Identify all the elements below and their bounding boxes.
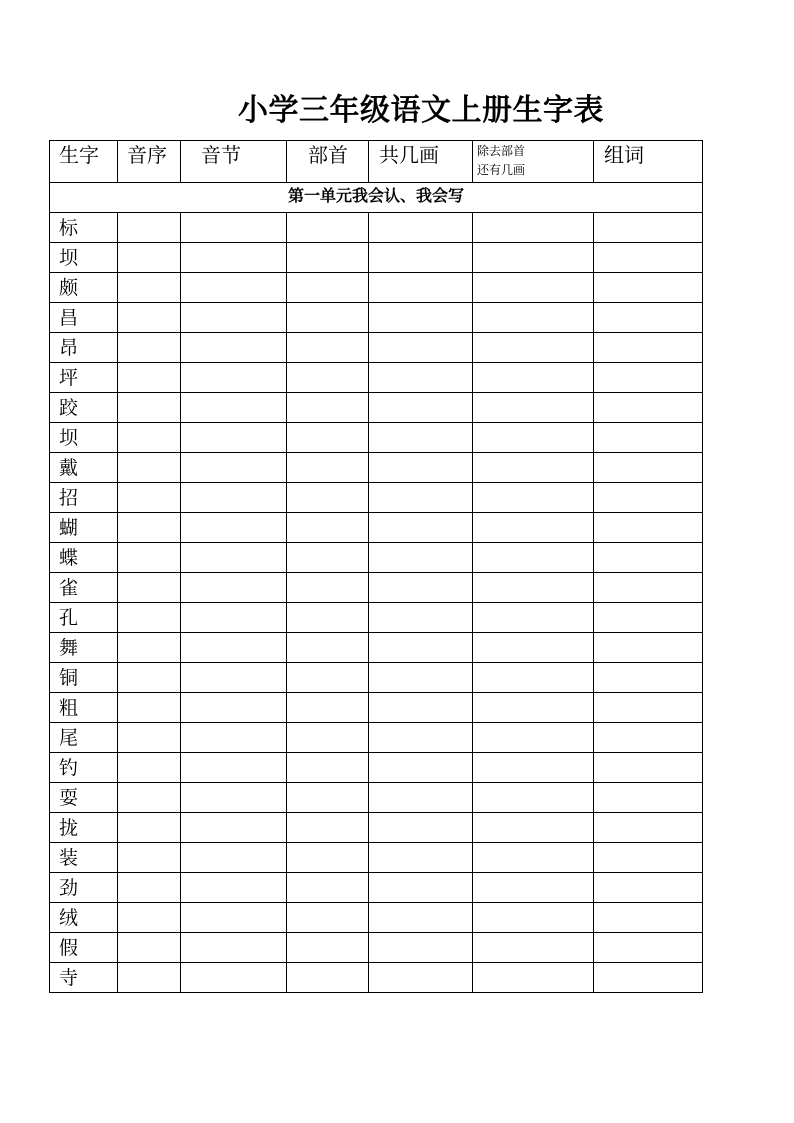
character-cell: 坪	[50, 363, 118, 393]
character-cell: 耍	[50, 783, 118, 813]
blank-cell[interactable]	[473, 573, 594, 603]
blank-cell[interactable]	[594, 903, 703, 933]
page-title: 小学三年级语文上册生字表	[238, 93, 604, 128]
blank-cell[interactable]	[473, 693, 594, 723]
blank-cell[interactable]	[287, 483, 369, 513]
blank-cell[interactable]	[369, 783, 473, 813]
blank-cell[interactable]	[118, 723, 181, 753]
blank-cell[interactable]	[287, 573, 369, 603]
blank-cell[interactable]	[473, 273, 594, 303]
character-cell: 雀	[50, 573, 118, 603]
character-cell: 假	[50, 933, 118, 963]
blank-cell[interactable]	[594, 273, 703, 303]
header-shengzi: 生字	[59, 143, 99, 167]
table-row	[50, 393, 703, 423]
blank-cell[interactable]	[473, 513, 594, 543]
blank-cell[interactable]	[473, 363, 594, 393]
blank-cell[interactable]	[118, 573, 181, 603]
blank-cell[interactable]	[473, 723, 594, 753]
header-row	[50, 141, 703, 183]
blank-cell[interactable]	[369, 663, 473, 693]
blank-cell[interactable]	[594, 573, 703, 603]
blank-cell[interactable]	[473, 213, 594, 243]
blank-cell[interactable]	[118, 753, 181, 783]
header-cell-yinxu	[118, 141, 181, 183]
blank-cell[interactable]	[181, 843, 287, 873]
blank-cell[interactable]	[287, 693, 369, 723]
blank-cell[interactable]	[287, 543, 369, 573]
character-cell: 昌	[50, 303, 118, 333]
blank-cell[interactable]	[473, 423, 594, 453]
table-row	[50, 423, 703, 453]
blank-cell[interactable]	[473, 483, 594, 513]
character-cell: 坝	[50, 423, 118, 453]
blank-cell[interactable]	[369, 933, 473, 963]
table-row	[50, 453, 703, 483]
blank-cell[interactable]	[369, 873, 473, 903]
blank-cell[interactable]	[287, 873, 369, 903]
blank-cell[interactable]	[181, 363, 287, 393]
header-bushou: 部首	[308, 143, 348, 167]
blank-cell[interactable]	[594, 813, 703, 843]
table-row	[50, 843, 703, 873]
blank-cell[interactable]	[369, 963, 473, 993]
blank-cell[interactable]	[287, 453, 369, 483]
blank-cell[interactable]	[369, 213, 473, 243]
blank-cell[interactable]	[594, 633, 703, 663]
table-row	[50, 963, 703, 993]
blank-cell[interactable]	[369, 543, 473, 573]
table-row	[50, 243, 703, 273]
blank-cell[interactable]	[287, 303, 369, 333]
blank-cell[interactable]	[369, 633, 473, 663]
blank-cell[interactable]	[181, 933, 287, 963]
table-row	[50, 513, 703, 543]
blank-cell[interactable]	[181, 423, 287, 453]
blank-cell[interactable]	[287, 633, 369, 663]
table-row	[50, 543, 703, 573]
blank-cell[interactable]	[473, 813, 594, 843]
blank-cell[interactable]	[369, 513, 473, 543]
table-row	[50, 483, 703, 513]
blank-cell[interactable]	[473, 903, 594, 933]
header-yinxu: 音序	[127, 143, 167, 167]
blank-cell[interactable]	[369, 693, 473, 723]
blank-cell[interactable]	[287, 603, 369, 633]
blank-cell[interactable]	[369, 423, 473, 453]
table-row	[50, 333, 703, 363]
blank-cell[interactable]	[369, 903, 473, 933]
blank-cell[interactable]	[181, 513, 287, 543]
blank-cell[interactable]	[473, 663, 594, 693]
blank-cell[interactable]	[473, 453, 594, 483]
blank-cell[interactable]	[287, 723, 369, 753]
blank-cell[interactable]	[118, 813, 181, 843]
blank-cell[interactable]	[118, 873, 181, 903]
blank-cell[interactable]	[181, 873, 287, 903]
header-cell-zuci	[594, 141, 703, 183]
blank-cell[interactable]	[181, 333, 287, 363]
blank-cell[interactable]	[369, 753, 473, 783]
blank-cell[interactable]	[181, 303, 287, 333]
blank-cell[interactable]	[369, 393, 473, 423]
header-yinjie: 音节	[201, 143, 241, 167]
blank-cell[interactable]	[287, 663, 369, 693]
blank-cell[interactable]	[118, 783, 181, 813]
blank-cell[interactable]	[287, 963, 369, 993]
blank-cell[interactable]	[594, 603, 703, 633]
table-row	[50, 363, 703, 393]
blank-cell[interactable]	[181, 783, 287, 813]
table-row	[50, 903, 703, 933]
character-cell: 标	[50, 213, 118, 243]
blank-cell[interactable]	[118, 363, 181, 393]
blank-cell[interactable]	[181, 453, 287, 483]
blank-cell[interactable]	[369, 603, 473, 633]
table-row	[50, 573, 703, 603]
blank-cell[interactable]	[118, 843, 181, 873]
blank-cell[interactable]	[181, 573, 287, 603]
blank-cell[interactable]	[287, 933, 369, 963]
blank-cell[interactable]	[594, 243, 703, 273]
blank-cell[interactable]	[181, 633, 287, 663]
blank-cell[interactable]	[118, 933, 181, 963]
character-cell: 拢	[50, 813, 118, 843]
character-cell: 铜	[50, 663, 118, 693]
blank-cell[interactable]	[594, 843, 703, 873]
blank-cell[interactable]	[369, 573, 473, 603]
blank-cell[interactable]	[594, 543, 703, 573]
blank-cell[interactable]	[118, 483, 181, 513]
character-cell: 孔	[50, 603, 118, 633]
blank-cell[interactable]	[594, 213, 703, 243]
character-cell: 劲	[50, 873, 118, 903]
character-cell: 颇	[50, 273, 118, 303]
blank-cell[interactable]	[594, 693, 703, 723]
blank-cell[interactable]	[473, 393, 594, 423]
blank-cell[interactable]	[181, 903, 287, 933]
blank-cell[interactable]	[594, 663, 703, 693]
blank-cell[interactable]	[118, 543, 181, 573]
header-cell-yinjie	[181, 141, 287, 183]
character-cell: 寺	[50, 963, 118, 993]
blank-cell[interactable]	[473, 333, 594, 363]
blank-cell[interactable]	[594, 873, 703, 903]
blank-cell[interactable]	[287, 843, 369, 873]
blank-cell[interactable]	[181, 603, 287, 633]
blank-cell[interactable]	[118, 963, 181, 993]
blank-cell[interactable]	[473, 243, 594, 273]
blank-cell[interactable]	[118, 333, 181, 363]
blank-cell[interactable]	[473, 933, 594, 963]
blank-cell[interactable]	[369, 813, 473, 843]
table-row	[50, 873, 703, 903]
blank-cell[interactable]	[118, 303, 181, 333]
blank-cell[interactable]	[118, 423, 181, 453]
header-remaining: 除去部首 还有几画	[477, 144, 526, 177]
blank-cell[interactable]	[181, 963, 287, 993]
blank-cell[interactable]	[594, 453, 703, 483]
blank-cell[interactable]	[369, 843, 473, 873]
blank-cell[interactable]	[594, 933, 703, 963]
character-cell: 舞	[50, 633, 118, 663]
table-row	[50, 633, 703, 663]
section-row	[50, 183, 703, 213]
header-zuci: 组词	[604, 143, 644, 167]
blank-cell[interactable]	[287, 513, 369, 543]
character-cell: 戴	[50, 453, 118, 483]
blank-cell[interactable]	[118, 243, 181, 273]
blank-cell[interactable]	[594, 753, 703, 783]
blank-cell[interactable]	[181, 753, 287, 783]
table-row	[50, 303, 703, 333]
blank-cell[interactable]	[181, 663, 287, 693]
header-cell-shengzi	[50, 141, 118, 183]
blank-cell[interactable]	[118, 693, 181, 723]
section-title: 第一单元我会认、我会写	[50, 183, 703, 213]
blank-cell[interactable]	[181, 393, 287, 423]
blank-cell[interactable]	[287, 903, 369, 933]
blank-cell[interactable]	[118, 513, 181, 543]
blank-cell[interactable]	[287, 753, 369, 783]
blank-cell[interactable]	[594, 303, 703, 333]
character-cell: 粗	[50, 693, 118, 723]
blank-cell[interactable]	[369, 303, 473, 333]
blank-cell[interactable]	[181, 693, 287, 723]
blank-cell[interactable]	[118, 903, 181, 933]
blank-cell[interactable]	[118, 633, 181, 663]
character-cell: 坝	[50, 243, 118, 273]
character-cell: 昂	[50, 333, 118, 363]
table-row	[50, 693, 703, 723]
blank-cell[interactable]	[473, 633, 594, 663]
table-row	[50, 933, 703, 963]
character-cell: 蝴	[50, 513, 118, 543]
blank-cell[interactable]	[473, 843, 594, 873]
blank-cell[interactable]	[181, 213, 287, 243]
header-gongjihua: 共几画	[379, 143, 439, 167]
blank-cell[interactable]	[473, 303, 594, 333]
table-row	[50, 273, 703, 303]
blank-cell[interactable]	[287, 273, 369, 303]
blank-cell[interactable]	[594, 723, 703, 753]
blank-cell[interactable]	[181, 243, 287, 273]
blank-cell[interactable]	[369, 723, 473, 753]
blank-cell[interactable]	[594, 423, 703, 453]
blank-cell[interactable]	[594, 783, 703, 813]
blank-cell[interactable]	[287, 783, 369, 813]
blank-cell[interactable]	[594, 333, 703, 363]
character-cell: 尾	[50, 723, 118, 753]
table-row	[50, 723, 703, 753]
blank-cell[interactable]	[594, 963, 703, 993]
blank-cell[interactable]	[118, 393, 181, 423]
blank-cell[interactable]	[118, 273, 181, 303]
blank-cell[interactable]	[369, 243, 473, 273]
blank-cell[interactable]	[287, 393, 369, 423]
blank-cell[interactable]	[287, 363, 369, 393]
blank-cell[interactable]	[473, 963, 594, 993]
blank-cell[interactable]	[594, 483, 703, 513]
vocabulary-table	[49, 140, 703, 993]
blank-cell[interactable]	[369, 333, 473, 363]
character-cell: 蝶	[50, 543, 118, 573]
blank-cell[interactable]	[181, 543, 287, 573]
blank-cell[interactable]	[287, 423, 369, 453]
blank-cell[interactable]	[287, 813, 369, 843]
blank-cell[interactable]	[287, 213, 369, 243]
blank-cell[interactable]	[118, 663, 181, 693]
header-cell-gongjihua	[369, 141, 473, 183]
header-cell-bushou	[287, 141, 369, 183]
blank-cell[interactable]	[118, 603, 181, 633]
blank-cell[interactable]	[181, 483, 287, 513]
character-cell: 招	[50, 483, 118, 513]
blank-cell[interactable]	[473, 753, 594, 783]
table-row	[50, 753, 703, 783]
blank-cell[interactable]	[473, 543, 594, 573]
blank-cell[interactable]	[287, 333, 369, 363]
blank-cell[interactable]	[594, 513, 703, 543]
blank-cell[interactable]	[594, 363, 703, 393]
blank-cell[interactable]	[473, 873, 594, 903]
table-row	[50, 783, 703, 813]
character-cell: 钓	[50, 753, 118, 783]
blank-cell[interactable]	[181, 723, 287, 753]
character-cell: 装	[50, 843, 118, 873]
blank-cell[interactable]	[594, 393, 703, 423]
table-row	[50, 213, 703, 243]
blank-cell[interactable]	[369, 273, 473, 303]
table-row	[50, 603, 703, 633]
blank-cell[interactable]	[181, 273, 287, 303]
blank-cell[interactable]	[473, 603, 594, 633]
blank-cell[interactable]	[369, 363, 473, 393]
blank-cell[interactable]	[287, 243, 369, 273]
character-cell: 跤	[50, 393, 118, 423]
blank-cell[interactable]	[369, 483, 473, 513]
character-cell: 绒	[50, 903, 118, 933]
blank-cell[interactable]	[473, 783, 594, 813]
blank-cell[interactable]	[369, 453, 473, 483]
blank-cell[interactable]	[118, 213, 181, 243]
table-row	[50, 663, 703, 693]
blank-cell[interactable]	[181, 813, 287, 843]
table-row	[50, 813, 703, 843]
header-cell-remaining	[473, 141, 594, 183]
blank-cell[interactable]	[118, 453, 181, 483]
